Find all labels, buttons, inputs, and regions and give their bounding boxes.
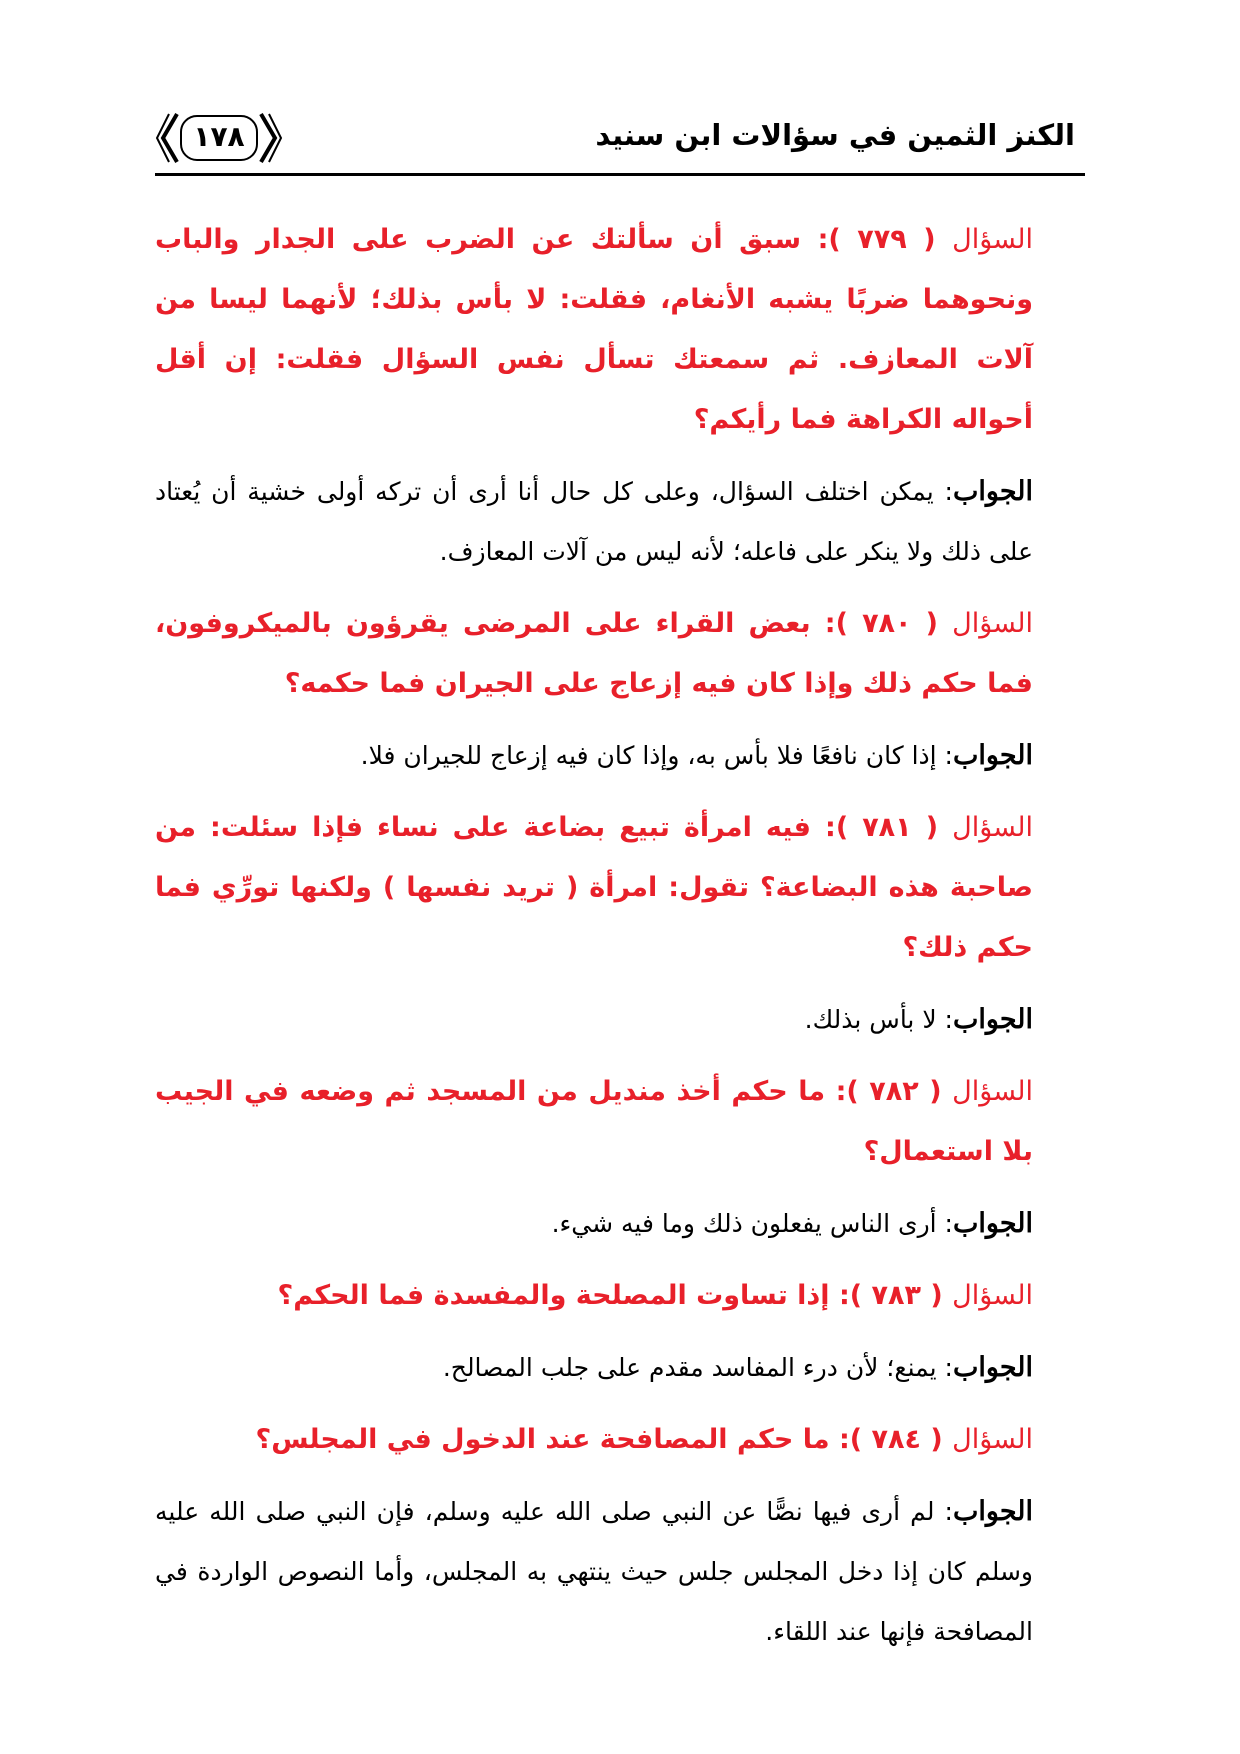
answer-paragraph xyxy=(155,1338,1085,1398)
answer-paragraph xyxy=(155,990,1085,1050)
answer-paragraph xyxy=(155,462,1085,582)
question-text: : إذا تساوت المصلحة والمفسدة فما الحكم؟ xyxy=(277,1280,850,1311)
answer-paragraph xyxy=(155,726,1085,786)
question-label: السؤال xyxy=(952,224,1033,255)
answer-text: : لا بأس بذلك. xyxy=(804,1005,953,1034)
qa-item xyxy=(155,210,1085,582)
question-paragraph xyxy=(155,798,1085,978)
question-label: السؤال xyxy=(952,608,1033,639)
question-number: ( ٧٨٤ ) xyxy=(849,1424,943,1455)
answer-label: الجواب xyxy=(952,1208,1033,1239)
answer-label: الجواب xyxy=(952,1352,1033,1383)
answer-text: : لم أرى فيها نصًّا عن النبي صلى الله عليه وسلم، فإن النبي صلى الله عليه وسلم كان إذا دخل المجلس جلس حيث ينتهي به المجلس، وأما النصوص الواردة في المصافحة فإنها عند اللقاء. xyxy=(155,1497,1033,1646)
page-number: ١٧٨ xyxy=(193,120,245,153)
question-text: : فيه امرأة تبيع بضاعة على نساء فإذا سئلت: من صاحبة هذه البضاعة؟ تقول: امرأة ( تريد نفسها ) ولكنها تورِّي فما حكم ذلك؟ xyxy=(155,812,1033,963)
question-text: : ما حكم المصافحة عند الدخول في المجلس؟ xyxy=(255,1424,850,1455)
page-header xyxy=(155,108,1085,178)
answer-paragraph xyxy=(155,1482,1085,1662)
answer-label: الجواب xyxy=(952,740,1033,771)
question-label: السؤال xyxy=(952,812,1033,843)
question-number: ( ٧٨٠ ) xyxy=(835,608,938,639)
answer-label: الجواب xyxy=(952,476,1033,507)
question-paragraph xyxy=(155,210,1085,450)
answer-paragraph xyxy=(155,1194,1085,1254)
header-divider xyxy=(155,173,1085,176)
answer-label: الجواب xyxy=(952,1496,1033,1527)
page-number-frame xyxy=(155,108,283,168)
answer-text: : يمكن اختلف السؤال، وعلى كل حال أنا أرى أن تركه أولى خشية أن يُعتاد على ذلك ولا ينكر على فاعله؛ لأنه ليس من آلات المعازف. xyxy=(155,477,1033,566)
qa-item xyxy=(155,1266,1085,1398)
qa-item xyxy=(155,594,1085,786)
question-text: : ما حكم أخذ منديل من المسجد ثم وضعه في الجيب بلا استعمال؟ xyxy=(155,1076,1033,1167)
question-number: ( ٧٨٢ ) xyxy=(846,1076,942,1107)
question-text: : سبق أن سألتك عن الضرب على الجدار والباب ونحوهما ضربًا يشبه الأنغام، فقلت: لا بأس بذلك؛ لأنهما ليسا من آلات المعازف. ثم سمعتك تسأل نفس السؤال فقلت: إن أقل أحواله الكراهة فما رأيكم؟ xyxy=(155,224,1033,435)
question-number: ( ٧٨١ ) xyxy=(835,812,939,843)
answer-label: الجواب xyxy=(952,1004,1033,1035)
question-number: ( ٧٨٣ ) xyxy=(849,1280,943,1311)
qa-content xyxy=(155,210,1085,1674)
qa-item xyxy=(155,1410,1085,1662)
question-label: السؤال xyxy=(952,1280,1033,1311)
answer-text: : أرى الناس يفعلون ذلك وما فيه شيء. xyxy=(551,1209,953,1238)
question-label: السؤال xyxy=(952,1076,1034,1107)
qa-item xyxy=(155,1062,1085,1254)
question-text: : بعض القراء على المرضى يقرؤون بالميكروفون، فما حكم ذلك وإذا كان فيه إزعاج على الجيران فما حكمه؟ xyxy=(155,608,1033,699)
question-paragraph xyxy=(155,1062,1085,1182)
qa-item xyxy=(155,798,1085,1050)
answer-text: : يمنع؛ لأن درء المفاسد مقدم على جلب المصالح. xyxy=(442,1353,953,1382)
question-paragraph xyxy=(155,1266,1085,1326)
question-label: السؤال xyxy=(952,1424,1033,1455)
running-title: الكنز الثمين في سؤالات ابن سنيد xyxy=(595,118,1075,152)
answer-text: : إذا كان نافعًا فلا بأس به، وإذا كان فيه إزعاج للجيران فلا. xyxy=(360,741,953,770)
question-number: ( ٧٧٩ ) xyxy=(828,224,936,255)
question-paragraph xyxy=(155,1410,1085,1470)
question-paragraph xyxy=(155,594,1085,714)
